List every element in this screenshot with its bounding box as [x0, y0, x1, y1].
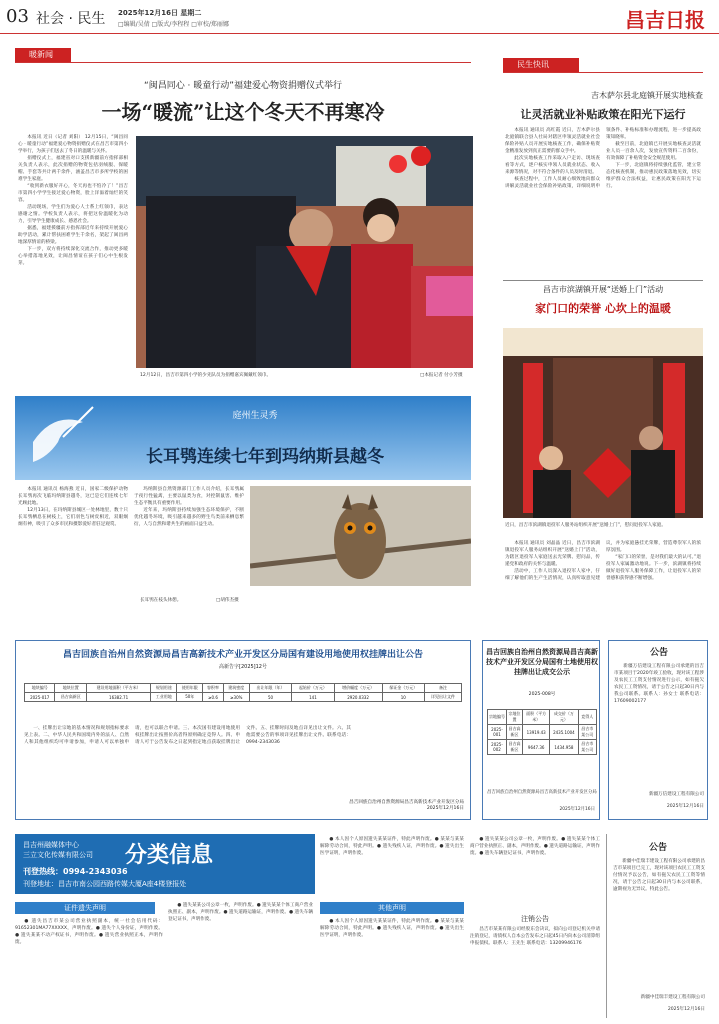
paragraph: 本报讯 通讯员 刘晶晶 近日，昌吉市滨湖镇退役军人服务站组织开展“送婚上门”活动，为辖区退役军人家庭送去光荣牌、慰问品，传递党和政府的关怀与温暖。: [505, 541, 600, 567]
issue-date: 2025年12月16日 星期二: [118, 9, 202, 17]
table-cell: 13919.43: [523, 725, 550, 740]
notice-body: 一、挂牌出让宗地的基本情况和规划指标要求见上表。二、中华人民共和国境内外的法人、自然人和其他组织均可申请参加，申请人可以单独申请，也可以联合申请。三、本次国有建设用地使用权挂牌出让按照价高者得原则确定竞得人。四、申请人可于公告发布之日起到指定地点获取挂牌出让文件。五、挂牌时间及地点详见出让文件。六、其他需要公告的事项详见挂牌出让文件。联系电话：0994-2343036: [24, 726, 351, 745]
table-cell: 10: [382, 693, 424, 702]
table-cell: 备注: [424, 684, 461, 693]
table-cell: 1434.958: [550, 740, 578, 755]
article-photo: [136, 136, 473, 368]
paragraph: 下一步，北庭镇将持续强化监管，建立常态化核查机制，推动惠民政策落地见效，切实维护群众合法权益，让惠民政策在阳光下运行。: [606, 163, 701, 189]
paragraph: 本报讯 近日（记者 刘阳） 12月15日，“闽昌同心 · 暖童行动”福建爱心物资捐赠仪式在昌吉市第四小学举行，为孩子们送去了冬日的温暖与关怀。: [18, 135, 128, 154]
paragraph: 活动现场，学生们为爱心人士系上红领巾，表达感谢之情。学校负责人表示，将把这份温暖化为动力，引导学生健康成长、感恩社会。: [18, 205, 128, 224]
table-cell: ≥30%: [223, 693, 249, 702]
classified-column: [320, 836, 464, 896]
paragraph: 新疆万信建设工程有限公司承建的昌吉市某项目于2020年竣工验收，现对该工程涉及农民工工资支付情况进行公示，如有拖欠农民工工资情况，请于公告之日起30日内与我公司联系。联系人：孙女士 联系电话：17609002177: [614, 664, 704, 704]
table-cell: 昌吉高新区: [506, 740, 522, 755]
table-cell: 工业用地: [151, 693, 177, 702]
table-cell: 竞得人: [578, 710, 596, 725]
notice-date: 2025年12月16日: [559, 807, 595, 812]
article-kicker: “闽昌同心 · 暖童行动”福建爱心物资捐赠仪式举行: [144, 81, 342, 91]
table-cell: 50: [249, 693, 291, 702]
table-cell: ≥0.6: [203, 693, 224, 702]
table-cell: 2025-001: [488, 725, 507, 740]
column-name: 庭州生灵秀: [232, 411, 278, 421]
notice-land-auction: [15, 640, 471, 820]
table-cell: 建筑密度: [223, 684, 249, 693]
paragraph: 新疆中佳瑞丰建设工程有限公司承建的昌吉市某项目已完工，现对该项目农民工工资支付情况予以公告，如有拖欠农民工工资等情况，请于公告之日起30日内与本公司联系，逾期视为无异议。特此公告。: [613, 859, 705, 892]
photo-long-eared-owl: [250, 486, 471, 586]
article-body: [505, 540, 701, 632]
paragraph: ● 本人因个人原因遗失某某证件，特此声明作废。● 某某与某某解除劳动合同，特此声明。● 遗失残疾人证，声明作废。● 遗失出生医学证明，声明作废。: [320, 919, 464, 938]
notice-title: 公告: [649, 648, 668, 658]
table-cell: 2920.0332: [334, 693, 382, 702]
paragraph: 本报讯 通讯员 杨海燕 近日，国家二级保护动物长耳鸮再次飞临玛纳斯县越冬，这已是它们连续七年光顾此地。: [18, 487, 128, 506]
classified-column: [470, 926, 600, 1018]
table-cell: 141: [292, 693, 334, 702]
table-cell: 昌吉高新区: [55, 693, 86, 702]
table-cell: 16382.71: [86, 693, 150, 702]
paragraph: 据悉，福建援疆前方指挥部近年来持续开展爱心助学活动，累计帮扶困难学生千余名，架起了闽昌两地深厚情谊的桥梁。: [18, 226, 128, 245]
classifieds-title: 分类信息: [125, 842, 214, 868]
table-cell: 使用年限: [177, 684, 203, 693]
article-headline: 让灵活就业补贴政策在阳光下运行: [520, 108, 686, 121]
editors: □编辑/吴倩 □版式/李程程 □审校/郑丽娜: [118, 21, 229, 28]
article-body: [18, 134, 128, 382]
notice-body: [613, 858, 705, 976]
paragraph: 本报讯 通讯员 高红霞 近日，吉木萨尔县北庭镇联合县人社局对辖区申领灵活就业社会保险补贴人员开展实地核查工作，确保补贴资金精准发放到真正需要的群众手中。: [505, 128, 600, 154]
article-kicker: 吉木萨尔县北庭镇开展实地核查: [591, 91, 703, 100]
notice-footer: [349, 799, 464, 811]
company-name-2: 三立文化传媒有限公司: [23, 851, 93, 859]
table-cell: 面积（平方米）: [523, 710, 550, 725]
paragraph: 截至目前，北庭镇已开展实地核查灵活就业人员一百余人次，发放宣传资料二百余份，有效保障了补贴资金安全规范使用。: [606, 142, 701, 161]
feature-body: [18, 486, 244, 594]
table-cell: 保证金（万元）: [382, 684, 424, 693]
paragraph: 玛纳斯县自然资源部门工作人员介绍，长耳鸮属于夜行性猛禽，主要以鼠类为食，对控制鼠害、维护生态平衡具有重要作用。: [134, 487, 244, 506]
page-header: [0, 0, 719, 34]
phone-line: 刊登热线：0994-2343036: [23, 867, 128, 876]
feature-headline: 长耳鸮连续七年到玛纳斯县越冬: [146, 447, 384, 467]
table-cell: 2025-017: [25, 693, 55, 702]
section-heading: 其他声明: [320, 902, 464, 914]
table-cell: 50年: [177, 693, 203, 702]
notice-issuer: 昌吉回族自治州自然资源局昌吉高新技术产业开发区分局: [487, 790, 597, 795]
photo-caption: 长耳鸮在枝头休憩。: [140, 598, 182, 603]
paragraph: “家门口的荣誉，是对我们最大的认可。”退役军人家属激动地说。下一步，滨湖镇将持续做好退役军人服务保障工作，让退役军人的荣誉感和获得感不断增强。: [606, 555, 701, 581]
notice-issuer: 新疆万信建设工程有限公司: [648, 792, 704, 797]
notice-wages-2: [606, 834, 708, 1018]
table-cell: 2025-002: [488, 740, 507, 755]
table-cell: 宗地编号: [488, 710, 507, 725]
table-header-row: [488, 710, 597, 725]
paragraph: ● 遗失某某公司公章一枚，声明作废。● 遗失某某个体工商户营业执照正、副本，声明作废。● 遗失道路运输证，声明作废。● 遗失车辆登记证书，声明作废。: [470, 837, 600, 856]
table-cell: 昌吉市某公司: [578, 740, 596, 755]
address-line: 刊登地址：昌吉市南公园西路传媒大厦A座4楼登报处: [23, 880, 187, 888]
company-name: 昌吉州融媒体中心: [23, 841, 79, 849]
paragraph: ● 遗失昌吉市某公司营业执照副本，统一社会信用代码：91652301MA77XXXXX，声明作废。● 遗失个人身份证，声明作废。● 遗失某某不动产权证书，声明作废。● 遗失营业执照正本，声明作废。: [15, 919, 163, 945]
paragraph: 12月13日，在玛纳斯县城区一处林地里，数十只长耳鸮栖息在树枝上，它们羽色与树皮相近，双眼炯炯有神，吸引了众多市民和摄影爱好者驻足观赏。: [18, 508, 128, 527]
notice-date: 2025年12月16日: [666, 804, 704, 809]
table-cell: 昌吉市某公司: [578, 725, 596, 740]
notice-date: 2025年12月16日: [426, 806, 464, 811]
table-cell: 宗地位置: [506, 710, 522, 725]
auction-table: [24, 683, 462, 702]
table-row: [488, 725, 597, 740]
table-header-row: [25, 684, 462, 693]
paragraph: “收到新衣服好开心，冬天再也不怕冷了！”昌吉市第四小学学生接过爱心物资，脸上洋溢着灿烂的笑容。: [18, 184, 128, 203]
paragraph: 下一步，双方将持续深化交流合作，推动更多暖心举措落地见效，让闽昌情谊在孩子们心中生根发芽。: [18, 247, 128, 266]
transaction-table: [487, 709, 597, 755]
notice-transaction: [482, 640, 600, 820]
section-heading: 注销公告: [521, 915, 549, 923]
photo-caption: 近日，昌吉市滨湖镇退役军人服务站组织开展“送婚上门”，慰问退役军人家庭。: [505, 523, 666, 528]
feature-banner: [15, 396, 471, 480]
classified-column: [320, 918, 464, 1018]
table-row: [25, 693, 462, 702]
paragraph: 近年来，玛纳斯县持续加强生态环境保护，不断优化越冬环境，吸引越来越多的野生鸟类前来栖息繁衍，人与自然和谐共生的画面日益生动。: [134, 508, 244, 527]
notice-date: 2025年12月16日: [667, 1007, 705, 1012]
table-cell: 地块编号: [25, 684, 55, 693]
table-cell: 容积率: [203, 684, 224, 693]
paragraph: ● 遗失某某公司公章一枚，声明作废。● 遗失某某个体工商户营业执照正、副本，声明作废。● 遗失道路运输证，声明作废。● 遗失车辆登记证书，声明作废。: [168, 903, 313, 922]
photo-credit: □本报记者 付小芳摄: [420, 373, 463, 378]
notice-title: 公告: [648, 843, 667, 853]
section-tag: 民生快讯: [503, 58, 579, 72]
table-cell: 成交价（万元）: [550, 710, 578, 725]
notice-number: 高新告字[2025]12号: [219, 664, 267, 670]
notice-body: [614, 663, 704, 783]
section-tag: 暖新闻: [15, 48, 71, 62]
notice-title: 昌吉回族自治州自然资源局昌吉高新技术产业开发区分局国有土地使用权挂牌出让成交公示: [486, 648, 598, 676]
classified-column: [168, 902, 313, 1018]
section-heading: 证件遗失声明: [15, 902, 155, 914]
article-photo: [503, 328, 703, 518]
article-headline: 一场“暖流”让这个冬天不再寒冷: [101, 100, 385, 124]
notice-title: 昌吉回族自治州自然资源局昌吉高新技术产业开发区分局国有建设用地使用权挂牌出让公告: [62, 650, 423, 660]
table-cell: 起始价（万元）: [292, 684, 334, 693]
article-headline: 家门口的荣誉 心坎上的温暖: [535, 302, 671, 315]
divider: [15, 62, 471, 63]
divider: [503, 280, 703, 281]
notice-issuer: 昌吉回族自治州自然资源局昌吉高新技术产业开发区分局: [349, 800, 464, 805]
table-cell: 2435.1004: [550, 725, 578, 740]
photo-kids-ceremony: [136, 136, 473, 368]
notice-wages: [608, 640, 708, 820]
paragraph: 此次实地核查工作采取入户走访、现场查看等方式，逐户核实申领人员就业状态、收入来源等情况，对不符合条件的人员及时清退。: [505, 156, 600, 175]
table-cell: 增价幅度（万元）: [334, 684, 382, 693]
divider: [503, 72, 703, 73]
table-cell: 规划用途: [151, 684, 177, 693]
table-row: [488, 740, 597, 755]
table-cell: 详见出让文件: [424, 693, 461, 702]
paragraph: 昌吉市某某有限公司经股东会决议，拟向公司登记机关申请注销登记，请债权人自本公告发布之日起45日内向本公司清算组申报债权。联系人：王先生 联系电话：13209946176: [470, 927, 600, 946]
paragraph: 活动中，工作人员深入退役军人家中，仔细了解他们的生产生活情况，认真听取意见建议，并为家庭悬挂光荣牌，营造尊崇军人的浓厚氛围。: [505, 541, 701, 581]
newspaper-logo: 昌吉日报: [625, 8, 705, 32]
photo-caption: 12月12日，昌吉市第四小学的少先队员为捐赠嘉宾佩戴红领巾。: [140, 373, 272, 378]
classified-column: [470, 836, 600, 912]
photo-doorway: [503, 328, 703, 518]
table-cell: 地块位置: [55, 684, 86, 693]
feature-photo: [250, 486, 471, 586]
classifieds-banner: [15, 834, 315, 894]
classified-column: [15, 918, 163, 1018]
notice-number: 2025-008号: [528, 692, 556, 697]
article-body: [505, 127, 701, 275]
article-kicker: 昌吉市滨湖镇开展“送婚上门”活动: [542, 285, 664, 294]
table-cell: 建设用地面积（平方米）: [86, 684, 150, 693]
page-number: 03: [6, 6, 29, 27]
section-name: 社会 · 民生: [36, 11, 106, 27]
table-cell: 出让年限（年）: [249, 684, 291, 693]
paragraph: 捐赠仪式上，福建省对口支援新疆前方指挥部相关负责人表示，此次捐赠的物资包括羽绒服、保暖帽、手套等共计两千余件，涵盖昌吉市多所学校的困难学生家庭。: [18, 156, 128, 182]
paragraph: 核查过程中，工作人员耐心细致地向群众讲解灵活就业社会保险补贴政策，详细说明申领条件、补贴标准和办理流程，进一步提高政策知晓率。: [505, 128, 701, 189]
table-cell: 昌吉高新区: [506, 725, 522, 740]
photo-credit: □胡伟杰摄: [216, 598, 239, 603]
notice-issuer: 新疆中佳瑞丰建设工程有限公司: [640, 995, 705, 1000]
table-cell: 9647.36: [523, 740, 550, 755]
paragraph: ● 本人因个人原因遗失某某证件，特此声明作废。● 某某与某某解除劳动合同，特此声明。● 遗失残疾人证，声明作废。● 遗失出生医学证明，声明作废。: [320, 837, 464, 856]
